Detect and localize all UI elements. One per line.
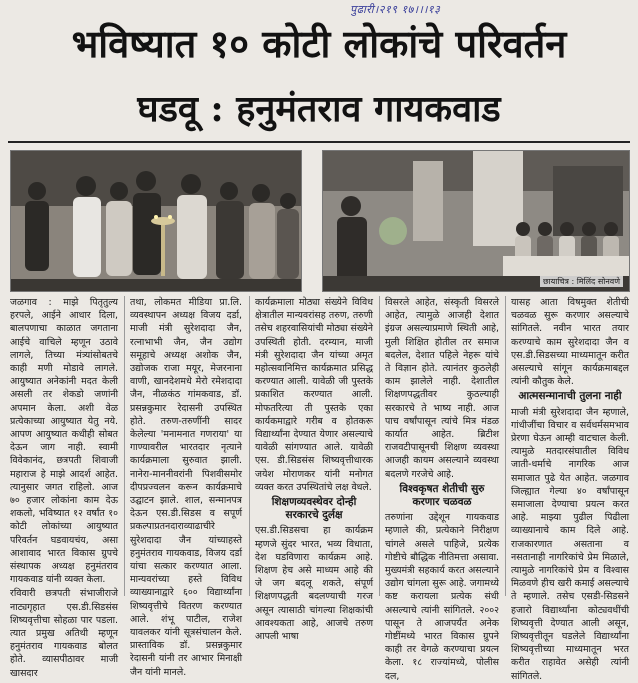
article-column-1	[10, 296, 118, 679]
column-3-subhead: शिक्षणव्यवस्थेवर दोन्ही सरकारचे दुर्लक्ष	[271, 496, 357, 522]
column-3-paragraph-2: एस.डी.सिडसचा हा कार्यक्रम म्हणजे सुंदर भारत, भव्य विधाता, देश घडविणारा कार्यक्रम आहे. शिक्षण हेच असे माध्यम आहे की जे जग बदलू शकते, संपूर्ण शिक्षणपद्धती बदलण्याची गरज असून त्यासाठी चांगल्या शिक्षकांची आवश्यकता आहे, आजचे तरुण आपली भाषा	[255, 525, 373, 643]
column-5-paragraph-1: यासह आता विषमुक्त शेतीची चळवळ सुरू करणार असल्याचे सांगितले. नवीन भारत तयार करण्याचे काम सुरेशदादा जैन व एस.डी.सिडसच्या माध्यमातून करीत असल्याचे सांगून कार्यक्रमाबद्दल त्यांनी कौतुक केले.	[511, 297, 629, 388]
column-divider	[124, 296, 125, 596]
headline-rule	[8, 141, 630, 143]
column-4-subhead: विश्वकृषत शेतीची सुरु करणार चळवळ	[399, 482, 485, 509]
photo-caption: छायाचित्र : मिलिंद सोनवणे	[540, 276, 623, 287]
headline-line-2: घडवू : हनुमंतराव गायकवाड	[137, 88, 501, 130]
column-4-paragraph-2: तरुणांना उद्देशून गायकवाड म्हणाले की, प्रत्येकाने निरीक्षण चांगले असले पाहिजे, प्रत्येक गोष्टीचे बौद्धिक नीतिमत्ता असावा. मुख्यमंत्री सहकार्य करत असल्याने उद्योग चांगला सुरू आहे. जगामध्ये कष्ट करायला प्रत्येक संधी असल्याचे त्यांनी सांगितले. २००२ पासून ते आजपर्यंत अनेक गोष्टींमध्ये भारत विकास ग्रुपने काही तर वेगळे करण्याचा प्रयत्न केला. १८ राज्यांमध्ये, पोलीस दल,	[385, 512, 499, 682]
article-column-3	[255, 296, 373, 643]
lamp-lighting-photo	[10, 150, 302, 292]
headline-line-1: भविष्यात १० कोटी लोकांचे परिवर्तन	[71, 21, 567, 66]
date-stamp: पुढारी।२१९ १७।।।१३	[350, 3, 441, 16]
column-5-subhead: आत्मसन्मानाची तुलना नाही	[518, 390, 622, 403]
article-column-5	[511, 296, 629, 682]
column-divider	[249, 296, 250, 596]
column-1-paragraph-2: रविवारी छत्रपती संभाजीराजे नाट्यगृहात एस.डी.सिडसंस शिष्यवृत्तीचा सोहळा पार पडला. त्यात प्रमुख अतिथी म्हणून हनुमंतराव गायकवाड बोलत होते. व्यासपीठावर माजी खासदार	[10, 588, 118, 679]
column-divider	[379, 296, 380, 596]
column-5-paragraph-2: माजी मंत्री सुरेशदादा जैन म्हणाले, गांधीजींचा विचार व सर्वधर्मसमभाव प्रेरणा घेऊन आम्ही वाटचाल केली. त्यामुळे मतदारसंघातील विविध जाती-धर्माचे नागरिक आज समाजात पुढे येत आहेत. जळगाव जिल्ह्यात गेल्या ४० वर्षांपासून समाजाला देण्याचा प्रयत्न करत आहे. माझ्या पुढील पिढीला व्याख्यानाचे काम दिले आहे. राजकारणात असताना व नसतानाही नागरिकांचे प्रेम मिळाले, त्यामुळे नागरिकांचे प्रेम व विश्वास मिळवणे हीच खरी कमाई असल्याचे ते म्हणाले. तसेच एसडी-सिडसने हजारो विद्यार्थ्यांना कोट्यवधींची शिष्यवृत्ती देण्यात आली असून, शिष्यवृत्तीतून घडलेले विद्यार्थ्यांना शिष्यवृत्तीच्या माध्यमातून भरत करीत राहावेत असेही त्यांनी सांगितले.	[511, 406, 629, 682]
column-4-paragraph-1: विसरले आहेत, संस्कृती विसरले आहेत, त्यामुळे आजही देशात इंग्रज असल्याप्रमाणे स्थिती आहे, मुली शिक्षित होतील तर समाज बदलेल, देशात पहिले नेहरू यांचे ते विज्ञान होते. त्यानंतर कुठलेही काम झालेले नाही. देशातील शिक्षणपद्धतीवर कुठल्याही सरकारचे ते भाष्य नाही. आज पाच वर्षांपासून त्यांचे मित्र मंडळ कार्यात आहेत. ब्रिटीश राजवटीपासूनची शिक्षण व्यवस्था आजही कायम असल्याने व्यवस्था बदलणे गरजेचे आहे.	[385, 297, 499, 480]
article-column-2	[130, 296, 242, 678]
column-3-paragraph-1: कार्यक्रमाला मोठ्या संख्येने विविध क्षेत्रातील मान्यवरांसह तरुण, तरुणी तसेच शहरवासियांची मोठ्या संख्येने उपस्थिती होती. दरम्यान, माजी मंत्री सुरेशदादा जैन यांच्या अमृत महोत्सवानिमित्त कार्यक्रमात प्रसिद्ध करण्यात आली. यावेळी जी पुस्तके प्रकाशित करण्यात आली. मोफतरित्या ती पुस्तके एका कार्यकमाद्वारे गरीब व होतकरू विद्यार्थ्यांना देण्यात येणार असल्याचे यावेळी सांगण्यात आले. यावेळी एस. डी.सिडसंस शिष्यवृत्तीधारक जयेश मोराणकर यांनी मनोगत व्यक्त करत उपस्थितांचे लक्ष वेधले.	[255, 297, 373, 493]
column-1-paragraph-1: जळगाव : माझे पितृतुल्य हरपले, आईने आधार दिला, बालपणाचा काळात जगताना आईचे वाचिले म्हणून उठावे लागले, तिच्या मंत्र्यांसोबतचे काही मणी मोडावे लागले. आयुष्यात अनेकांनी मदत केली असली तर शेकडो जणांनी अपमान केला. अशी वेळ प्रत्येकाच्या आयुष्यात येतु नये. आपण आयुष्यात कधीही सोबत देऊन जाग नाही. स्वामी विवेकानंद, छत्रपती शिवाजी महाराज हे माझे आदर्श आहेत. त्यानुसार जगत राहिलो. आज ७० हजार लोकांना काम देऊ शकलो, भविष्यात १२ वर्षांत १० कोटी लोकांच्या आयुष्यात परिवर्तन घडवायचंय, असा आशावाद भारत विकास ग्रुपचे संस्थापक अध्यक्ष हनुमंतराव गायकवाड यांनी व्यक्त केला.	[10, 297, 118, 586]
column-divider	[505, 296, 506, 596]
event-audience-photo	[322, 150, 630, 292]
article-column-4	[385, 296, 499, 682]
column-2-paragraph-1: तथा, लोकमत मीडिया प्रा.लि. व्यवस्थापन अध्यक्ष विजय दर्डा, माजी मंत्री सुरेशदादा जैन, रत्नाभाभी जैन, जैन उद्योग समूहाचे अध्यक्ष अशोक जैन, उद्योजक राजा मयूर, मेजरनाना वाणी, खानदेशमधे मेरो रमेशदादा जैन, नीळकंठ गांमकवाड, डॉ. प्रसन्नकुमार रेदासनी उपस्थित होते. तरुण-तरुणींनी सादर केलेल्या 'मनामनात गणराया' या गाण्यावरील भारतदार नृत्याने कार्यक्रमाला सुरुवात झाली. नानेरा-माननीवरांनी पिशवीसमोर दीपप्रज्वलन करून कार्यक्रमाचे उद्घाटन झाले. शाल, सन्मानपत्र देऊन एस.डी.सिडस व सपूर्ण प्रकल्पाप्रतनदाराव्याढाचीरे सुरेशदादा जैन यांच्याहस्ते हनुमंतराव गायकवाड, विजय दर्डा यांचा सत्कार करण्यात आला. मान्यवरांच्या हस्ते विविध व्याख्यानाद्वारे ६०० विद्यार्थ्यांना शिष्यवृत्तीचे वितरण करण्यात आले. शंभू पाटील, राजेश यावलकर यांनी सूत्रसंचालन केले. प्रास्ताविक डॉ. प्रसन्नकुमार रेदासनी यांनी तर आभार मिनाक्षी जैन यांनी मानले.	[130, 297, 242, 678]
